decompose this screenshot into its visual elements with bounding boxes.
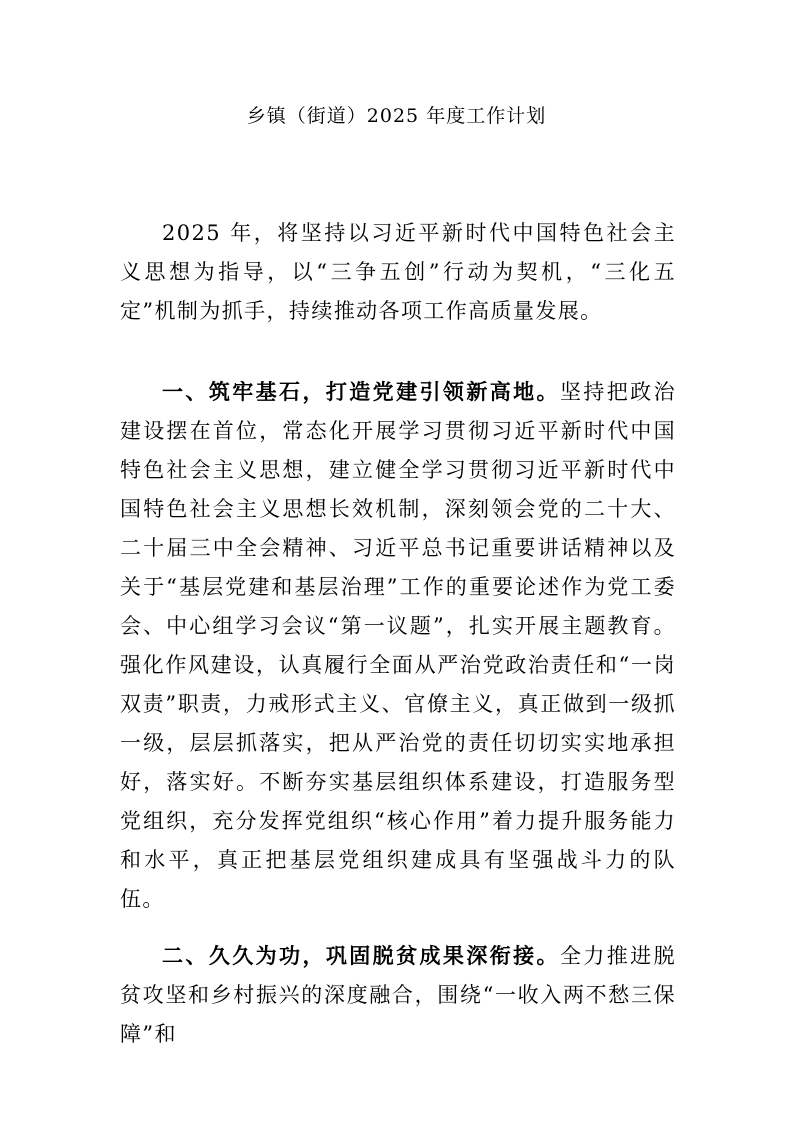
section-paragraph xyxy=(120,372,676,919)
document-title: 乡镇（街道）2025 年度工作计划 xyxy=(246,105,547,127)
intro-paragraph-block xyxy=(120,214,676,331)
intro-paragraph: 2025 年，将坚持以习近平新时代中国特色社会主义思想为指导，以“三争五创”行动为契机，“三化五定”机制为抓手，持续推动各项工作高质量发展。 xyxy=(120,221,676,323)
section-paragraph xyxy=(120,936,676,1054)
section-heading: 一、筑牢基石，打造党建引领新高地。 xyxy=(162,379,560,404)
section-1-block xyxy=(120,372,676,919)
section-2-block xyxy=(120,936,676,1054)
section-heading: 二、久久为功，巩固脱贫成果深衔接。 xyxy=(162,943,560,968)
section-body: 全力推进脱贫攻坚和乡村振兴的深度融合，围绕“一收入两不愁三保障”和 xyxy=(120,944,676,1046)
section-body: 坚持把政治建设摆在首位，常态化开展学习贯彻习近平新时代中国特色社会主义思想，建立健全学习贯彻习近平新时代中国特色社会主义思想长效机制，深刻领会党的二十大、二十届三中全会精神、习近平总书记重要讲话精神以及关于“基层党建和基层治理”工作的重要论述作为党工委会、中心组学习会议“第一议题”，扎实开展主题教育。强化作风建设，认真履行全面从严治党政治责任和“一岗双责”职责，力戒形式主义、官僚主义，真正做到一级抓一级，层层抓落实，把从严治党的责任切切实实地承担好，落实好。不断夯实基层组织体系建设，打造服务型党组织，充分发挥党组织“核心作用”着力提升服务能力和水平，真正把基层党组织建成具有坚强战斗力的队伍。 xyxy=(120,380,676,911)
